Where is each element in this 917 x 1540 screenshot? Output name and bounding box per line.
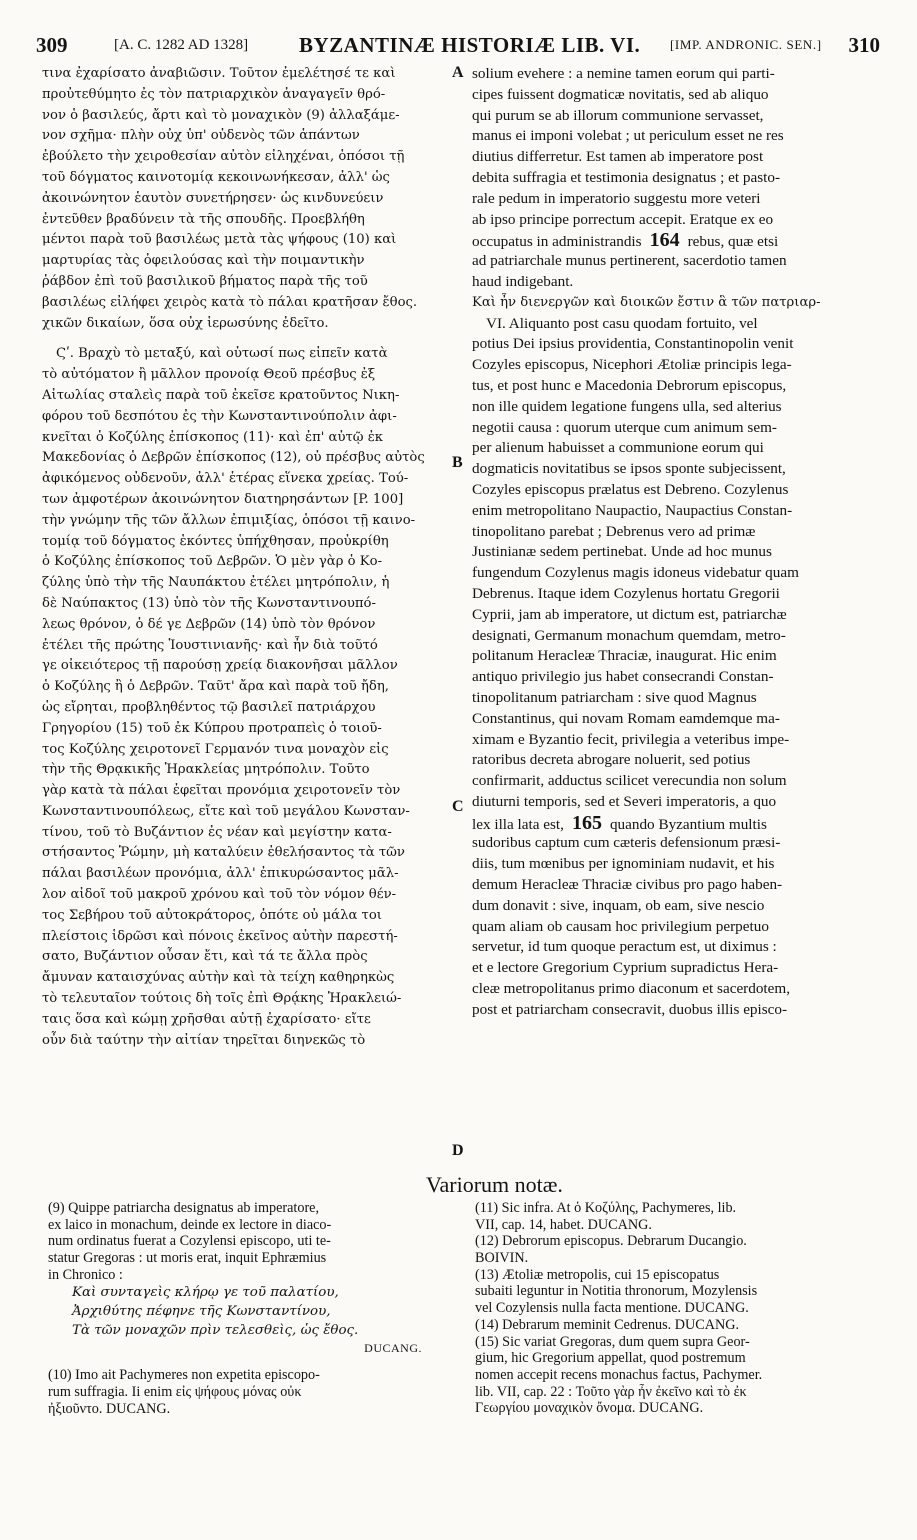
latin-line xyxy=(472,709,880,730)
latin-line-text: Cyprii, jam ab imperatore, ut dictum est, patriarchæ xyxy=(472,605,787,623)
latin-line-text: ab ipso principe porrectum accepit. Eratque ex eo xyxy=(472,210,774,228)
latin-line-text: dogmaticis novitatibus se ipsos sponte subjecissent, xyxy=(472,460,786,478)
greek-line: ἐτέλει τῆς πρώτης Ἰουστινιανῆς· καὶ ἦν διὰ τοῦτό xyxy=(42,637,378,653)
note-line: Γεωργίου μοναχικὸν ὄνομα. DUCANG. xyxy=(475,1400,704,1417)
margin-marker-b: B xyxy=(452,454,463,471)
latin-line xyxy=(472,813,880,834)
latin-line xyxy=(472,376,880,397)
page-number-left: 309 xyxy=(36,33,68,57)
note-line: Ἀρχιθύτης πέφηνε τῆς Κωνσταντίνου, xyxy=(72,1304,331,1320)
greek-line: τινα ἐχαρίσατο ἀναβιῶσιν. Τοῦτον ἐμελέτησέ τε καὶ xyxy=(42,66,396,81)
latin-line-text: sudoribus captum cum cæteris defensionum præsi- xyxy=(472,834,781,852)
latin-line xyxy=(472,958,880,979)
latin-line-text: tinopolitano parebat ; Debrenus vero ad primæ xyxy=(472,522,756,540)
greek-line: ὁ Κοζύλης ἢ ὁ Δεβρῶν. Ταῦτ' ἄρα καὶ παρὰ τοῦ ἤδη, xyxy=(42,679,389,695)
header-emperor: [IMP. ANDRONIC. SEN.] xyxy=(670,37,822,52)
running-header xyxy=(32,30,884,60)
greek-line: τος Σεβήρου τοῦ αὐτοκράτορος, ὁπότε οὐ μάλα τοι xyxy=(42,907,382,923)
greek-line: μέντοι παρὰ τοῦ βασιλέως μετὰ τὰς ψήφους (10) καὶ xyxy=(42,232,397,248)
latin-line xyxy=(472,792,880,813)
latin-line-text: solium evehere : a nemine tamen eorum qui parti- xyxy=(472,65,775,82)
page-marker-number: 165 xyxy=(571,812,602,834)
latin-text-column xyxy=(472,64,880,1021)
latin-line xyxy=(472,979,880,1000)
greek-line-tail: Καὶ ἦν διενεργῶν καὶ διοικῶν ἔστιν ἃ τῶν πατριαρ- xyxy=(472,294,821,310)
latin-line-text: diuturni temporis, sed et Severi imperatoris, a quo xyxy=(472,792,777,810)
note-line: (10) Imo ait Pachymeres non expetita episcopo- xyxy=(48,1367,320,1384)
greek-line: προὐτεθύμητο ἐς τὸν πατριαρχικὸν ἀναγαγεῖν θρό- xyxy=(42,86,386,102)
notes-left-column xyxy=(48,1200,452,1417)
latin-line xyxy=(472,230,880,251)
page-marker-number: 164 xyxy=(649,230,680,252)
greek-line: ἀφικόμενος οὐδενοῦν, ἀλλ' ἑτέρας εἵνεκα χρείας. Τού- xyxy=(42,471,409,487)
note-line: subaiti leguntur in Notitia thronorum, Mozylensis xyxy=(475,1283,758,1300)
latin-line xyxy=(472,875,880,896)
greek-line: κνεῖται ὁ Κοζύλης ἐπίσκοπος (11)· καὶ ἐπ' αὐτῷ ἐκ xyxy=(42,429,384,445)
latin-line-text: Cozyles episcopus prælatus est Debreno. Cozylenus xyxy=(472,480,789,498)
latin-line xyxy=(472,168,880,189)
latin-line xyxy=(472,64,880,85)
latin-line xyxy=(472,646,880,667)
note-line: (11) Sic infra. At ὁ Κοζύλης, Pachymeres, lib. xyxy=(475,1200,737,1216)
greek-line: λον αἰδοῖ τοῦ μακροῦ χρόνου καὶ τοῦ τὸν νόμον θέν- xyxy=(42,887,397,903)
latin-line xyxy=(472,563,880,584)
greek-line: πλείστοις ἱδρῶσι καὶ πόνοις ἐκεῖνος αὐτὴν παρεστή- xyxy=(42,928,398,944)
greek-text-column xyxy=(42,64,455,1051)
margin-marker-a: A xyxy=(452,64,464,81)
greek-line: στήσαντος Ῥώμην, μὴ καταλύειν ἐθελήσαντος τὰ τῶν xyxy=(42,845,405,861)
greek-line: λεως θρόνον, ὁ δέ γε Δεβρῶν (14) ὑπὸ τὸν θρόνον xyxy=(42,616,376,632)
greek-line: ἀκοινώνητον ἑαυτὸν συνετήρησεν· ὡς κινδυνεύειν xyxy=(42,190,384,206)
paragraph-gap xyxy=(42,334,455,344)
greek-line: των ἀμφοτέρων ἀκοινώνητον διατηρησάντων [P. 100] xyxy=(42,491,404,507)
latin-line-text: cleæ metropolitanus primo diaconum et sacerdotem, xyxy=(472,980,791,998)
latin-line xyxy=(472,355,880,376)
latin-line-text: dum donavit : sive, inquam, ob eam, sive nescio xyxy=(472,896,765,914)
greek-line: τὸ τελευταῖον τούτοις δὴ τοῖς ἐπὶ Θρᾴκης Ἡρακλειώ- xyxy=(42,991,402,1007)
latin-line xyxy=(472,750,880,771)
greek-line: ἐντεῦθεν βραδύνειν τὰ τῆς σπουδῆς. Προεβλήθη xyxy=(42,211,365,227)
latin-line-text: fungendum Cozylenus magis idoneus videbatur quam xyxy=(472,564,799,582)
latin-line xyxy=(472,126,880,147)
latin-line-text: negotii causa : quorum uterque cum animum sem- xyxy=(472,418,777,436)
greek-line: ἄμυναν καταισχύνας αὐτὴν καὶ τὰ τείχη καθηρηκὼς xyxy=(42,970,395,986)
latin-line xyxy=(472,272,880,293)
notes-right-column xyxy=(475,1200,885,1417)
latin-line xyxy=(472,501,880,522)
latin-line xyxy=(472,438,880,459)
latin-line xyxy=(472,480,880,501)
note-gap xyxy=(48,1357,452,1367)
latin-line xyxy=(472,542,880,563)
latin-line-text: politanum Heracleæ Thraciæ, inaugurat. Hic enim xyxy=(472,647,777,665)
latin-line xyxy=(472,833,880,854)
latin-line-text: ximam e Byzantio fecit, privilegia a veteribus impe- xyxy=(472,730,790,748)
greek-line: Γρηγορίου (15) τοῦ ἐκ Κύπρου προτραπεὶς ὁ τοιοῦ- xyxy=(42,720,382,736)
greek-line: Αἰτωλίας σταλεὶς παρὰ τοῦ ἐκεῖσε κρατοῦντος Νικη- xyxy=(42,387,400,403)
latin-line xyxy=(472,667,880,688)
latin-line xyxy=(472,85,880,106)
latin-line xyxy=(472,106,880,127)
latin-line-text: et e lectore Gregorium Cyprium supradictus Hera- xyxy=(472,959,779,977)
greek-line: τὸ αὐτόματον ἢ μᾶλλον προνοίᾳ Θεοῦ πρέσβυς ἐξ xyxy=(42,367,376,383)
greek-line: ζύλης ὑπὸ τὴν τῆς Ναυπάκτου ἐτέλει μητρόπολιν, ἡ xyxy=(42,575,390,591)
latin-line-text: antiquo privilegio jus habet consecrandi Constan- xyxy=(472,668,774,686)
note-line: VII, cap. 14, habet. DUCANG. xyxy=(475,1216,652,1233)
greek-line: μαρτυρίας τὰς ὀφειλούσας καὶ τὴν ποιμαντικὴν xyxy=(42,253,365,269)
latin-line xyxy=(472,210,880,231)
latin-line-text: quam aliam ob causam hoc privilegium perpetuo xyxy=(472,917,769,935)
latin-line xyxy=(472,917,880,938)
latin-line xyxy=(472,1000,880,1021)
greek-line: φόρου τοῦ δεσπότου ἐς τὴν Κωνσταντινούπολιν ἀφι- xyxy=(42,408,397,424)
latin-line xyxy=(472,189,880,210)
latin-line xyxy=(472,854,880,875)
margin-marker-c: C xyxy=(452,798,464,815)
greek-line: ἐβούλετο τὴν χειροθεσίαν αὐτὸν εἰληχέναι, ὁπόσοι τῇ xyxy=(42,149,405,165)
note-line: gium, hic Gregorium appellat, quod postremum xyxy=(475,1350,746,1367)
latin-line-text: per alienum habuisset a communione eorum qui xyxy=(472,439,764,457)
latin-line xyxy=(472,771,880,792)
note-line: ἠξιοῦντο. DUCANG. xyxy=(48,1400,171,1417)
latin-line-text: confirmarit, adductus scilicet verecundia non solum xyxy=(472,772,787,790)
latin-line-text: rebus, quæ etsi xyxy=(687,233,779,251)
greek-line: ῥάβδον ἐπὶ τοῦ βασιλικοῦ βήματος παρὰ τῆς τοῦ xyxy=(42,273,368,289)
note-line: rum suffragia. Ii enim εἰς ψήφους μόνας οὐκ xyxy=(48,1383,302,1400)
note-line: Καὶ συνταγεὶς κλήρῳ γε τοῦ παλατίου, xyxy=(72,1285,339,1301)
latin-line xyxy=(472,605,880,626)
latin-line-text: ad patriarchale munus pertinerent, sacerdotio tamen xyxy=(472,252,787,270)
note-line: (9) Quippe patriarcha designatus ab imperatore, xyxy=(48,1200,320,1216)
greek-line: τίνου, τοῦ τὸ Βυζάντιον ἐς νέαν καὶ μεγίστην κατα- xyxy=(42,824,392,840)
latin-line xyxy=(472,334,880,355)
latin-line-text: potius Dei ipsius providentia, Constantinopolin venit xyxy=(472,335,794,353)
latin-line-text: non ille quidem legatione fungens ulla, sed alterius xyxy=(472,397,782,415)
greek-line: τὴν τῆς Θρᾳκικῆς Ἡρακλείας μητρόπολιν. Τοῦτο xyxy=(42,762,370,778)
margin-marker-d: D xyxy=(452,1142,464,1159)
latin-line-text: occupatus in administrandis xyxy=(472,233,642,251)
latin-line-text: rale pedum in imperatorio suggestu more veteri xyxy=(472,189,761,207)
latin-line-text: servetur, id tum quoque peractum est, ut diximus : xyxy=(472,938,777,956)
latin-line-text: designati, Germanum monachum quemdam, metro- xyxy=(472,626,786,644)
greek-line: ὡς εἴρηται, προβληθέντος τῷ βασιλεῖ πατριάρχου xyxy=(42,699,376,715)
greek-line: τομίᾳ τοῦ δόγματος ἑκόντες ὑπήχθησαν, προὐκρίθη xyxy=(42,533,389,549)
header-date-range: [A. C. 1282 AD 1328] xyxy=(114,37,249,53)
latin-line-text: manus ei imponi volebat ; ut periculum esset ne res xyxy=(472,127,784,145)
latin-line xyxy=(472,730,880,751)
note-line: BOIVIN. xyxy=(475,1250,529,1267)
latin-line xyxy=(472,896,880,917)
greek-line: Ϛʹ. Βραχὺ τὸ μεταξύ, καὶ οὑτωσί πως εἰπεῖν κατὰ xyxy=(56,346,388,362)
greek-line: γὰρ κατὰ τὰ πάλαι ἐφεῖται προνόμια χειροτονεῖν τὸν xyxy=(42,783,401,799)
latin-line-text: tinopolitanum patriarcham : sive quod Magnus xyxy=(472,688,757,706)
latin-line-text: haud indigebant. xyxy=(472,272,574,290)
latin-line-text: diutius differretur. Est tamen ab imperatore post xyxy=(472,148,764,166)
latin-line-text: lex illa lata est, xyxy=(472,815,564,833)
latin-line-text: tus, et post hunc e Macedonia Debrorum episcopus, xyxy=(472,376,787,394)
greek-line: ταις ὅσα καὶ κώμῃ χρῆσθαι αὐτῇ ἐχαρίσατο· εἴτε xyxy=(42,1011,371,1027)
note-line: Τὰ τῶν μοναχῶν πρὶν τελεσθεὶς, ὡς ἔθος. xyxy=(72,1323,359,1339)
latin-line-text: Debrenus. Itaque idem Cozylenus hortatu Gregorii xyxy=(472,584,780,602)
latin-line-text: demum Heracleæ Thraciæ civibus pro pago haben- xyxy=(472,876,783,894)
note-line: (14) Debrarum meminit Cedrenus. DUCANG. xyxy=(475,1316,739,1333)
latin-line xyxy=(472,584,880,605)
latin-line-text: qui purum se ab illorum communione servasset, xyxy=(472,106,764,124)
latin-line xyxy=(472,937,880,958)
note-line: (12) Debrorum episcopus. Debrarum Ducangio. xyxy=(475,1233,747,1250)
latin-line-text: cipes fuissent dogmaticæ novitatis, sed ab aliquo xyxy=(472,85,769,103)
latin-line-text: Cozyles episcopus, Nicephori Ætoliæ principis lega- xyxy=(472,356,792,374)
greek-line: ὁ Κοζύλης ἐπίσκοπος τοῦ Δεβρῶν. Ὁ μὲν γὰρ ὁ Κο- xyxy=(42,554,383,570)
greek-line: τος Κοζύλης χειροτονεῖ Γερμανόν τινα μοναχὸν εἰς xyxy=(42,741,389,757)
note-line: vel Cozylensis nulla facta mentione. DUCANG. xyxy=(475,1300,749,1317)
latin-line xyxy=(472,459,880,480)
latin-line xyxy=(472,626,880,647)
greek-line: τὴν γνώμην τῆς τῶν ἄλλων ἐπιμιξίας, ὁπόσοι τῇ καινο- xyxy=(42,512,416,528)
greek-line: βασιλέως εἰλήφει χειρὸς κατὰ τὸ πάλαι κρατῆσαν ἔθος. xyxy=(42,294,418,310)
greek-line: οὖν διὰ ταύτην τὴν αἰτίαν τηρεῖται διηνεκῶς τὸ xyxy=(42,1032,366,1048)
note-line: statur Gregoras : ut moris erat, inquit Ephræmius xyxy=(48,1250,327,1267)
note-line: DUCANG. xyxy=(364,1341,422,1356)
greek-line: νον ὁ βασιλεύς, ἄρτι καὶ τὸ μοναχικὸν (9) ἀλλαξάμε- xyxy=(42,107,400,123)
greek-line: χικῶν δικαίων, ὅσα οὐχ ἱερωσύνης ἐδεῖτο. xyxy=(42,315,329,331)
note-line: nomen accepit recens monachus factus, Pachymer. xyxy=(475,1366,763,1383)
latin-line xyxy=(472,147,880,168)
latin-line xyxy=(472,397,880,418)
latin-line xyxy=(472,522,880,543)
note-line: lib. VII, cap. 22 : Τοῦτο γὰρ ἦν ἐκεῖνο καὶ τὸ ἐκ xyxy=(475,1383,747,1400)
latin-line-text: ratoribus decreta abrogare noluerit, sed potius xyxy=(472,751,751,769)
page-number-right: 310 xyxy=(848,33,880,57)
latin-line-text: Constantinus, qui novam Romam eamdemque ma- xyxy=(472,709,780,727)
latin-line-text: enim metropolitano Naupactio, Naupactius Constan- xyxy=(472,501,793,519)
greek-line: τοῦ δόγματος καινοτομίᾳ κεκοινωνήκεσαν, ἀλλ' ὡς xyxy=(42,169,390,185)
running-title: BYZANTINÆ HISTORIÆ LIB. VI. xyxy=(299,33,641,57)
latin-line-text: debita suffragia et testimonia designatus ; et pasto- xyxy=(472,168,781,186)
greek-line: νον σχῆμα· πλὴν οὐχ ὑπ' οὐδενὸς τῶν ἁπάντων xyxy=(42,128,360,144)
greek-line: δὲ Ναύπακτος (13) ὑπὸ τὸν τῆς Κωνσταντινουπό- xyxy=(42,595,376,611)
latin-line-text: VI. Aliquanto post casu quodam fortuito, vel xyxy=(486,314,758,332)
latin-line-text: post et patriarcham consecravit, duobus illis episco- xyxy=(472,1000,788,1018)
note-line: in Chronico : xyxy=(48,1266,123,1283)
greek-line: Κωνσταντινουπόλεως, εἴτε καὶ τοῦ μεγάλου Κωνσταν- xyxy=(42,803,410,819)
latin-line xyxy=(472,418,880,439)
latin-line xyxy=(472,688,880,709)
variorum-notes-title: Variorum notæ. xyxy=(426,1172,563,1197)
note-line: (15) Sic variat Gregoras, dum quem supra Geor- xyxy=(475,1333,750,1350)
note-line: num ordinatus fuerat a Cozylensi episcopo, uti te- xyxy=(48,1233,331,1250)
latin-line-text: quando Byzantium multis xyxy=(609,815,767,833)
latin-line-text: diis, tum mœnibus per ignominiam nudavit, et his xyxy=(472,855,775,873)
greek-line: γε οἰκειότερος τῇ παρούσῃ χρείᾳ διακονῆσαι μᾶλλον xyxy=(42,658,398,674)
latin-line-text: Justinianæ sedem pertinebat. Unde ad hoc munus xyxy=(472,543,772,561)
note-line: ex laico in monachum, deinde ex lectore in diaco- xyxy=(48,1216,332,1233)
greek-line: σατο, Βυζάντιον οὖσαν ἔτι, καὶ τά τε ἄλλα πρὸς xyxy=(42,949,368,965)
latin-line xyxy=(472,314,880,335)
latin-line xyxy=(472,251,880,272)
greek-line: Μακεδονίας ὁ Δεβρῶν ἐπίσκοπος (12), οὐ πρέσβυς αὐτὸς xyxy=(42,450,425,466)
greek-line: πάλαι βασιλέων προνόμια, ἀλλ' ἐπικυρώσαντος μᾶλ- xyxy=(42,866,399,882)
note-line: (13) Ætoliæ metropolis, cui 15 episcopatus xyxy=(475,1266,720,1283)
